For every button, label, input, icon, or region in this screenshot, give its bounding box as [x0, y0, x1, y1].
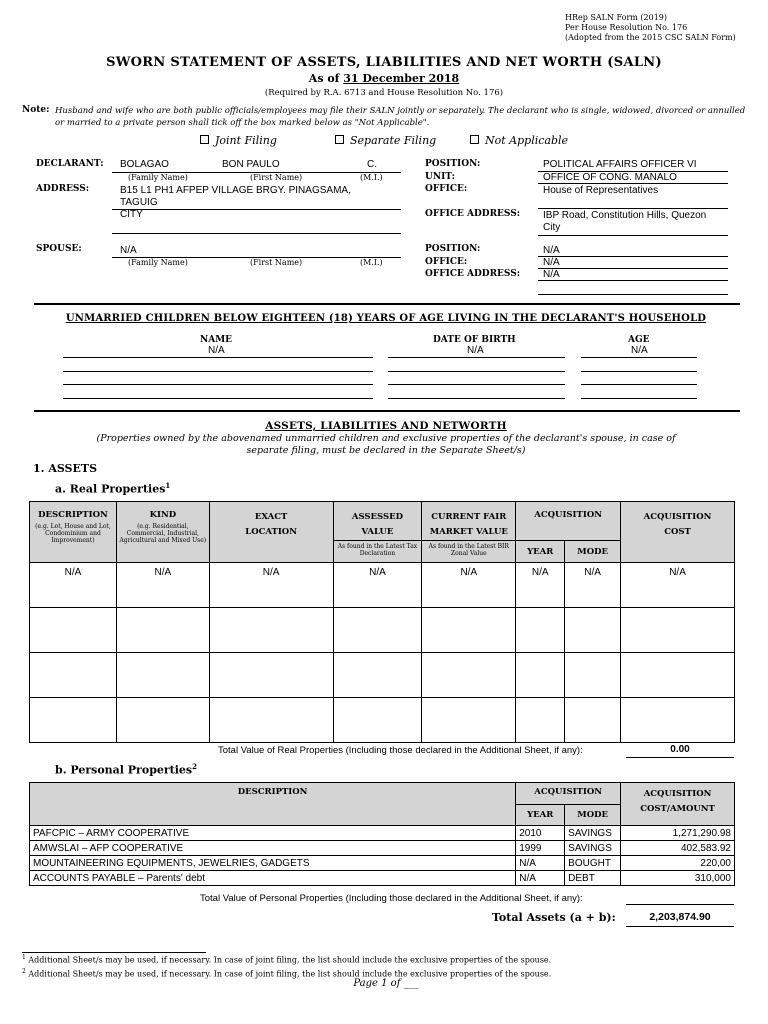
rp-header-fair [422, 502, 516, 541]
page-number: Page 1 of ___ [353, 978, 419, 989]
total-assets-value: 2,203,874.90 [649, 911, 711, 923]
pp-description: MOUNTAINEERING EQUIPMENTS, JEWELRIES, GADGETS [30, 856, 516, 871]
office-address-rule [538, 235, 728, 236]
total-assets-label: Total Assets (a + b): [492, 911, 616, 924]
address-line-rule2 [112, 233, 401, 234]
rp-header-assessed-note [333, 541, 422, 563]
rp-assessed: N/A [333, 563, 422, 608]
rp-mode: N/A [565, 563, 621, 608]
position-value: POLITICAL AFFAIRS OFFICER VI [543, 159, 697, 170]
real-heading-text: a. Real Properties [55, 482, 166, 496]
rp-kind: N/A [116, 563, 209, 608]
note [22, 105, 752, 129]
table-row [30, 871, 735, 886]
spouse-caption-first: (First Name) [250, 258, 303, 267]
spouse-caption-family: (Family Name) [128, 258, 188, 267]
pp-description: PAFCPIC – ARMY COOPERATIVE [30, 826, 516, 841]
rp-h-assessed-1: ASSESSED [351, 512, 403, 522]
checkbox-box[interactable] [470, 135, 479, 144]
as-of-prefix: As of [308, 72, 344, 85]
address-line-rule1 [112, 209, 401, 210]
pp-header-year: YEAR [516, 805, 565, 826]
personal-heading-sup: 2 [192, 762, 197, 771]
joint-filing-label: Joint Filing [215, 134, 277, 147]
rp-h-fair-note: As found in the Latest BIR Zonal Value [428, 543, 509, 557]
office-label: OFFICE: [425, 184, 468, 194]
declarant-mi: C. [367, 159, 377, 170]
declarant-family-name: BOLAGAO [120, 159, 169, 170]
table-row [30, 841, 735, 856]
office-address-line1: IBP Road, Constitution Hills, Quezon [543, 210, 707, 221]
declarant-label: DECLARANT: [36, 159, 104, 169]
rp-h-fair-2: MARKET VALUE [429, 527, 508, 537]
caption-family: (Family Name) [128, 173, 188, 182]
rp-h-cost-1: ACQUISITION [643, 512, 712, 522]
assets-heading: 1. ASSETS [33, 462, 98, 475]
child-row-rule [63, 357, 373, 358]
spouse-office-address-rule [538, 280, 728, 281]
child-row-rule [388, 357, 565, 358]
pp-year: 2010 [516, 826, 565, 841]
spouse-position-label: POSITION: [425, 244, 481, 254]
child-row-rule [581, 398, 697, 399]
real-properties-heading [55, 481, 170, 496]
total-assets-rule [626, 926, 734, 927]
child-row-rule [388, 371, 565, 372]
rp-h-acquisition: ACQUISITION [534, 510, 603, 520]
rp-header-description [30, 502, 117, 563]
table-row [30, 563, 735, 608]
children-col-age: AGE [628, 335, 650, 345]
address-label: ADDRESS: [36, 184, 90, 194]
rp-header-acquisition [516, 502, 621, 541]
pp-amount: 402,583.92 [621, 841, 735, 856]
separate-filing-label: Separate Filing [350, 134, 437, 147]
child-row-rule [63, 371, 373, 372]
form-header [565, 13, 736, 43]
spouse-office-value: N/A [543, 257, 560, 268]
child-row-rule [63, 398, 373, 399]
assets-subtitle-line2: separate filing, must be declared in the Separate Sheet/s) [246, 445, 526, 456]
form-header-line3: (Adopted from the 2015 CSC SALN Form) [565, 33, 736, 42]
child-dob: N/A [467, 345, 484, 356]
rp-cost: N/A [621, 563, 735, 608]
section-divider-2 [34, 410, 740, 412]
pp-year: 1999 [516, 841, 565, 856]
note-label: Note: [22, 105, 50, 115]
pp-h-cost-2: COST/AMOUNT [640, 804, 715, 814]
pp-header-description [30, 783, 516, 826]
office-rule [538, 208, 728, 209]
unit-value: OFFICE OF CONG. MANALO [543, 172, 677, 183]
pp-mode: SAVINGS [565, 841, 621, 856]
real-total-value: 0.00 [670, 744, 690, 755]
caption-first: (First Name) [250, 173, 303, 182]
as-of-line [0, 72, 768, 85]
spouse-extra-rule [538, 294, 728, 295]
real-total-label: Total Value of Real Properties (Including those declared in the Additional Sheet, if any): [218, 745, 583, 756]
child-row-rule [581, 371, 697, 372]
child-row-rule [388, 384, 565, 385]
address-line1: B15 L1 PH1 AFPEP VILLAGE BRGY. PINAGSAMA, [120, 185, 351, 196]
footnote-2-num: 2 [22, 968, 26, 975]
table-row [30, 698, 735, 743]
child-name: N/A [208, 345, 225, 356]
pp-h-description: DESCRIPTION [237, 787, 308, 797]
rp-h-assessed-note: As found in the Latest Tax Declaration [337, 543, 418, 557]
pp-header-acquisition [516, 783, 621, 805]
pp-year: N/A [516, 871, 565, 886]
not-applicable-label: Not Applicable [485, 134, 569, 147]
rp-h-kind: KIND [149, 510, 177, 520]
unit-rule [538, 183, 728, 184]
spouse-office-address-label: OFFICE ADDRESS: [425, 269, 521, 279]
real-properties-table [29, 501, 735, 743]
unit-label: UNIT: [425, 172, 455, 182]
rp-h-location-2: LOCATION [245, 527, 297, 537]
personal-properties-heading [55, 762, 197, 777]
child-row-rule [581, 384, 697, 385]
rp-header-location [209, 502, 333, 563]
checkbox-box[interactable] [335, 135, 344, 144]
child-row-rule [581, 357, 697, 358]
rp-header-mode: MODE [565, 541, 621, 563]
spouse-office-address-value: N/A [543, 269, 560, 280]
child-row-rule [388, 398, 565, 399]
rp-fair: N/A [422, 563, 516, 608]
separate-filing-checkbox[interactable] [335, 134, 436, 147]
spouse-caption-mi: (M.I.) [360, 258, 383, 267]
rp-header-assessed [333, 502, 422, 541]
form-header-line2: Per House Resolution No. 176 [565, 23, 688, 32]
pp-h-cost-1: ACQUISITION [643, 789, 712, 799]
as-of-date: 31 December 2018 [343, 72, 460, 85]
pp-mode: BOUGHT [565, 856, 621, 871]
spouse-office-label: OFFICE: [425, 257, 468, 267]
personal-properties-table [29, 782, 735, 886]
children-col-dob: DATE OF BIRTH [433, 335, 516, 345]
pp-header-mode: MODE [565, 805, 621, 826]
office-address-label: OFFICE ADDRESS: [425, 209, 521, 219]
rp-header-kind [116, 502, 209, 563]
footnote-1-text: Additional Sheet/s may be used, if necessary. In case of joint filing, the list should include the exclusive properties of the spouse. [28, 955, 552, 965]
personal-total-rule [626, 904, 734, 905]
rp-h-kind-note: (e.g. Residential, Commercial, Industrial, Agricultural and Mixed Use) [119, 523, 207, 544]
rp-h-location-1: EXACT [254, 512, 288, 522]
pp-amount: 310,000 [621, 871, 735, 886]
joint-filing-checkbox[interactable] [200, 134, 277, 147]
spouse-office-rule [538, 268, 728, 269]
rp-location: N/A [209, 563, 333, 608]
section-divider-1 [34, 303, 740, 305]
table-row [30, 826, 735, 841]
rp-description: N/A [30, 563, 117, 608]
pp-year: N/A [516, 856, 565, 871]
note-text: Husband and wife who are both public officials/employees may file their SALN jointly or separately. The declarant who is single, widowed, divorced or annulled or married to a private person shall tick off the box marked below as "Not Applicable". [55, 106, 746, 128]
not-applicable-checkbox[interactable] [470, 134, 568, 147]
required-by: (Required by R.A. 6713 and House Resolution No. 176) [264, 88, 504, 98]
pp-amount: 1,271,290.98 [621, 826, 735, 841]
footnote-2-text: Additional Sheet/s may be used, if necessary. In case of joint filing, the list should include the exclusive properties of the spouse. [28, 969, 552, 979]
rp-header-cost [621, 502, 735, 563]
pp-amount: 220,00 [621, 856, 735, 871]
office-value: House of Representatives [543, 185, 659, 196]
table-row [30, 608, 735, 653]
personal-total-label: Total Value of Personal Properties (Including those declared in the Additional Sheet, if any): [200, 893, 583, 904]
pp-header-cost [621, 783, 735, 826]
page-title: SWORN STATEMENT OF ASSETS, LIABILITIES AND NET WORTH (SALN) [106, 55, 662, 70]
footnote-divider [22, 952, 206, 953]
rp-h-fair-1: CURRENT FAIR [431, 512, 507, 522]
spouse-position-rule [538, 256, 728, 257]
real-total-rule [626, 757, 734, 758]
pp-mode: SAVINGS [565, 826, 621, 841]
assets-subtitle-line1: (Properties owned by the abovenamed unmarried children and exclusive properties of the declarant's spouse, in case of [96, 433, 676, 444]
footnote-1-num: 1 [22, 954, 26, 961]
caption-mi: (M.I.) [360, 173, 383, 182]
real-heading-sup: 1 [165, 481, 171, 490]
rp-h-description-note: (e.g. Lot, House and Lot, Condominium and Improvement) [35, 523, 111, 544]
address-line3: CITY [120, 209, 143, 220]
personal-heading-text: b. Personal Properties [55, 763, 193, 777]
pp-h-acquisition: ACQUISITION [534, 787, 603, 797]
children-title: UNMARRIED CHILDREN BELOW EIGHTEEN (18) YEARS OF AGE LIVING IN THE DECLARANT'S HOUSEHOLD [65, 313, 707, 324]
form-header-line1: HRep SALN Form (2019) [565, 13, 667, 22]
assets-section-title: ASSETS, LIABILITIES AND NETWORTH [265, 420, 507, 432]
declarant-first-name: BON PAULO [222, 159, 280, 170]
child-row-rule [63, 384, 373, 385]
office-address-line2: City [543, 222, 561, 233]
spouse-label: SPOUSE: [36, 244, 82, 254]
spouse-name: N/A [120, 245, 137, 256]
rp-h-cost-2: COST [664, 527, 691, 537]
checkbox-box[interactable] [200, 135, 209, 144]
rp-h-description: DESCRIPTION [38, 510, 108, 520]
rp-h-assessed-2: VALUE [361, 527, 394, 537]
pp-description: AMWSLAI – AFP COOPERATIVE [30, 841, 516, 856]
position-label: POSITION: [425, 159, 481, 169]
children-col-name: NAME [200, 335, 233, 345]
pp-mode: DEBT [565, 871, 621, 886]
spouse-position-value: N/A [543, 245, 560, 256]
rp-year: N/A [516, 563, 565, 608]
pp-description: ACCOUNTS PAYABLE – Parents' debt [30, 871, 516, 886]
child-age: N/A [631, 345, 648, 356]
footnote-1 [22, 954, 551, 965]
table-row [30, 856, 735, 871]
rp-header-year: YEAR [516, 541, 565, 563]
assets-subtitle [0, 433, 768, 457]
address-line2: TAGUIG [120, 197, 158, 208]
table-row [30, 653, 735, 698]
rp-header-fair-note [422, 541, 516, 563]
